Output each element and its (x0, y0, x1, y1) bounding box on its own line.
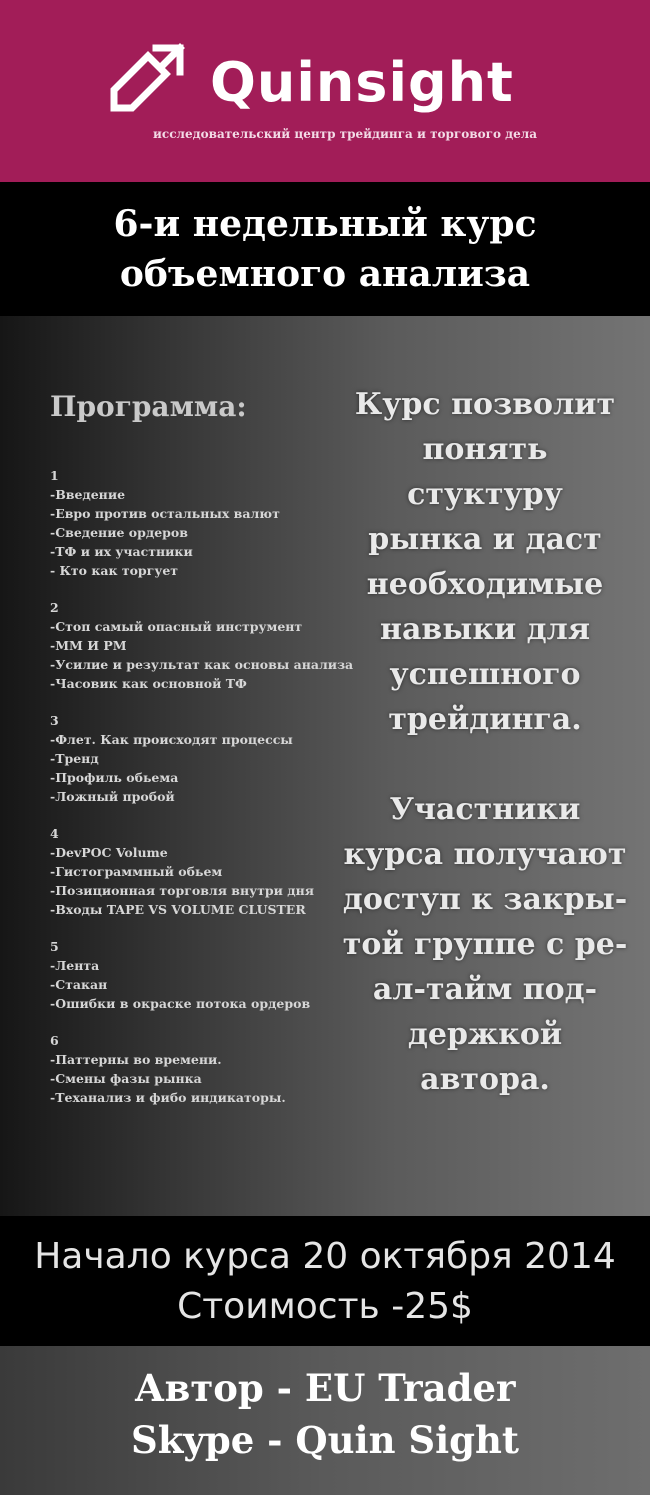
section-item: -Паттерны во времени. (50, 1052, 222, 1067)
description-line: понять (422, 432, 548, 467)
brand-name: Quinsight (210, 51, 514, 114)
description-line: автора. (420, 1062, 550, 1097)
section-item: -Стоп самый опасный инструмент (50, 619, 303, 634)
section-item: -Флет. Как происходят процессы (50, 732, 293, 747)
skype-line: Skype - Quin Sight (131, 1418, 519, 1462)
section-number: 1 (50, 468, 59, 483)
section-item: -Лента (50, 958, 100, 973)
description-line: ал-тайм под- (372, 972, 598, 1007)
header-banner (0, 0, 650, 182)
program-section (50, 937, 350, 1013)
description-line: рынка и даст (368, 522, 602, 557)
description-line: стуктуру (407, 477, 563, 512)
paragraph-gap (340, 742, 630, 787)
section-item: -Евро против остальных валют (50, 506, 280, 521)
description-line: необходимые (366, 567, 604, 602)
author-line: Автор - EU Trader (134, 1366, 516, 1410)
section-item: -ММ И РМ (50, 638, 127, 653)
start-date: Начало курса 20 октября 2014 (34, 1236, 616, 1277)
section-item: -Ложный пробой (50, 789, 175, 804)
section-item: -Тренд (50, 751, 99, 766)
section-item: -Стакан (50, 977, 108, 992)
program-heading: Программа: (50, 390, 247, 423)
course-title-line-1: 6-и недельный курс (113, 203, 537, 245)
course-description (340, 382, 630, 1102)
section-item: -Введение (50, 487, 126, 502)
course-title-line-2: объемного анализа (119, 253, 531, 295)
course-title (0, 182, 650, 316)
section-item: - Кто как торгует (50, 563, 179, 578)
section-number: 2 (50, 600, 59, 615)
section-item: -Теханализ и фибо индикаторы. (50, 1090, 286, 1105)
description-line: курса получают (343, 837, 627, 872)
section-item: -DevPOC Volume (50, 845, 168, 860)
description-line: успешного (389, 657, 581, 692)
program-sections (50, 466, 354, 1125)
program-panel (0, 316, 650, 1216)
program-section (50, 824, 350, 919)
section-item: -Профиль обьема (50, 770, 179, 785)
description-line: Участники (389, 792, 581, 827)
program-section (50, 711, 350, 806)
brand-tagline: исследовательский центр трейдинга и торгового дела (153, 127, 537, 141)
section-item: -Гистограммный обьем (50, 864, 223, 879)
pencil-arrow-icon (108, 40, 186, 114)
section-item: -Смены фазы рынка (50, 1071, 202, 1086)
program-section (50, 598, 354, 693)
section-item: -Ошибки в окраске потока ордеров (50, 996, 311, 1011)
section-number: 5 (50, 939, 59, 954)
description-line: Курс позволит (354, 387, 616, 422)
program-section (50, 1031, 350, 1107)
description-line: доступ к закры- (342, 882, 628, 917)
schedule-bar (0, 1216, 650, 1346)
section-item: -Позиционная торговля внутри дня (50, 883, 314, 898)
contact-footer (0, 1346, 650, 1495)
section-number: 4 (50, 826, 59, 841)
section-item: -Сведение ордеров (50, 525, 188, 540)
section-item: -ТФ и их участники (50, 544, 193, 559)
description-line: навыки для (380, 612, 590, 647)
section-item: -Часовик как основной ТФ (50, 676, 247, 691)
section-number: 3 (50, 713, 59, 728)
section-item: -Входы TAPE VS VOLUME CLUSTER (50, 902, 306, 917)
description-line: той группе с ре- (342, 927, 628, 962)
description-line: трейдинга. (388, 702, 582, 737)
program-section (50, 466, 350, 580)
description-line: держкой (407, 1017, 563, 1052)
section-number: 6 (50, 1033, 59, 1048)
course-price: Стоимость -25$ (177, 1286, 473, 1327)
section-item: -Усилие и результат как основы анализа (50, 657, 354, 672)
